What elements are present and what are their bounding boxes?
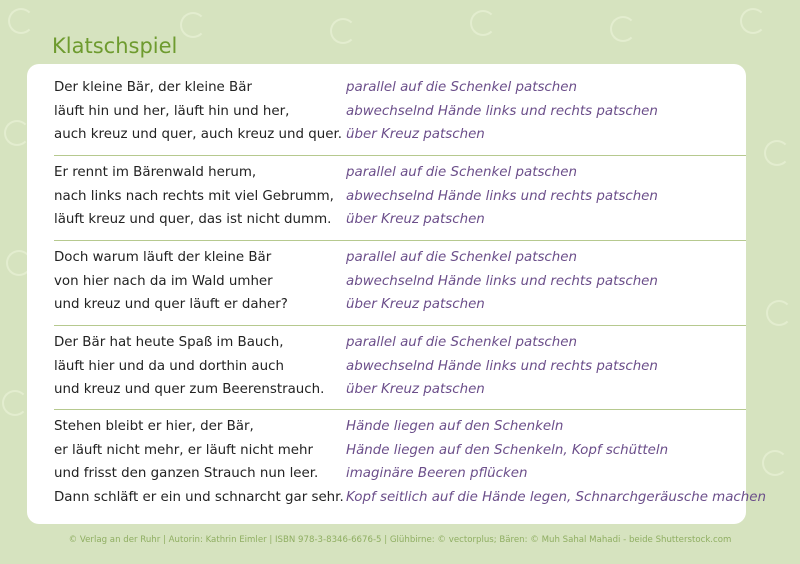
action-instruction: abwechselnd Hände links und rechts patschen [346, 273, 658, 289]
action-instruction: parallel auf die Schenkel patschen [346, 80, 578, 95]
stanza-line [54, 439, 746, 463]
swirl-decoration [470, 10, 496, 36]
stanza-line [54, 161, 746, 185]
verse-text: auch kreuz und quer, auch kreuz und quer. [54, 127, 343, 142]
action-instruction: parallel auf die Schenkel patschen [346, 335, 578, 350]
verse-text: von hier nach da im Wald umher [54, 273, 273, 289]
stanza-line [54, 331, 746, 355]
verse-text: nach links nach rechts mit viel Gebrumm, [54, 188, 334, 204]
stanza [54, 161, 746, 232]
action-instruction: parallel auf die Schenkel patschen [346, 250, 578, 265]
action-instruction: über Kreuz patschen [346, 297, 485, 312]
verse-text: läuft kreuz und quer, das ist nicht dumm. [54, 212, 332, 227]
stanza-line [54, 123, 746, 147]
stanza [54, 331, 746, 402]
action-instruction: Kopf seitlich auf die Hände legen, Schnarchgeräusche machen [346, 489, 767, 505]
swirl-decoration [766, 300, 792, 326]
verse-text: und frisst den ganzen Strauch nun leer. [54, 466, 319, 481]
stanza-line [54, 208, 746, 232]
stanza-divider [54, 155, 746, 156]
action-instruction: parallel auf die Schenkel patschen [346, 165, 578, 180]
stanza-line [54, 100, 746, 124]
action-instruction: abwechselnd Hände links und rechts patschen [346, 103, 658, 119]
swirl-decoration [610, 16, 636, 42]
stanza-line [54, 246, 746, 270]
swirl-decoration [764, 140, 790, 166]
stanza-line [54, 462, 746, 486]
stanza-line [54, 378, 746, 402]
swirl-decoration [740, 8, 766, 34]
stanza [54, 415, 767, 509]
stanza-line [54, 270, 746, 294]
verse-text: und kreuz und quer zum Beerenstrauch. [54, 382, 325, 397]
swirl-decoration [8, 8, 34, 34]
swirl-decoration [762, 450, 788, 476]
swirl-decoration [180, 12, 206, 38]
verse-text: läuft hier und da und dorthin auch [54, 358, 284, 374]
copyright-footer: © Verlag an der Ruhr | Autorin: Kathrin Eimler | ISBN 978-3-8346-6676-5 | Glühbirne: © vectorplus; Bären: © Muh Sahal Mahadi - beide Shutterstock.com [68, 535, 732, 545]
verse-text: und kreuz und quer läuft er daher? [54, 297, 288, 312]
verse-text: Doch warum läuft der kleine Bär [54, 250, 272, 265]
stanza-line [54, 76, 746, 100]
verse-text: Er rennt im Bärenwald herum, [54, 165, 257, 180]
page-title: Klatschspiel [52, 34, 178, 58]
action-instruction: imaginäre Beeren pflücken [346, 466, 528, 481]
action-instruction: über Kreuz patschen [346, 127, 485, 142]
action-instruction: Hände liegen auf den Schenkeln [346, 419, 564, 434]
action-instruction: Hände liegen auf den Schenkeln, Kopf schütteln [346, 442, 669, 458]
stanza [54, 246, 746, 317]
verse-text: Stehen bleibt er hier, der Bär, [54, 419, 254, 434]
stanza-divider [54, 325, 746, 326]
verse-text: Der kleine Bär, der kleine Bär [54, 80, 252, 95]
action-instruction: abwechselnd Hände links und rechts patschen [346, 188, 658, 204]
action-instruction: abwechselnd Hände links und rechts patschen [346, 358, 658, 374]
swirl-decoration [2, 390, 28, 416]
verse-text: Der Bär hat heute Spaß im Bauch, [54, 335, 284, 350]
verse-text: läuft hin und her, läuft hin und her, [54, 103, 290, 119]
stanza [54, 76, 746, 147]
verse-text: er läuft nicht mehr, er läuft nicht mehr [54, 442, 313, 458]
stanza-divider [54, 409, 746, 410]
stanza-line [54, 486, 767, 510]
action-instruction: über Kreuz patschen [346, 382, 485, 397]
stanza-line [54, 355, 746, 379]
swirl-decoration [330, 18, 356, 44]
stanza-line [54, 185, 746, 209]
content-card [27, 64, 767, 524]
stanza-line [54, 293, 746, 317]
stanza-divider [54, 240, 746, 241]
action-instruction: über Kreuz patschen [346, 212, 485, 227]
stanza-line [54, 415, 746, 439]
verse-text: Dann schläft er ein und schnarcht gar sehr. [54, 489, 344, 505]
